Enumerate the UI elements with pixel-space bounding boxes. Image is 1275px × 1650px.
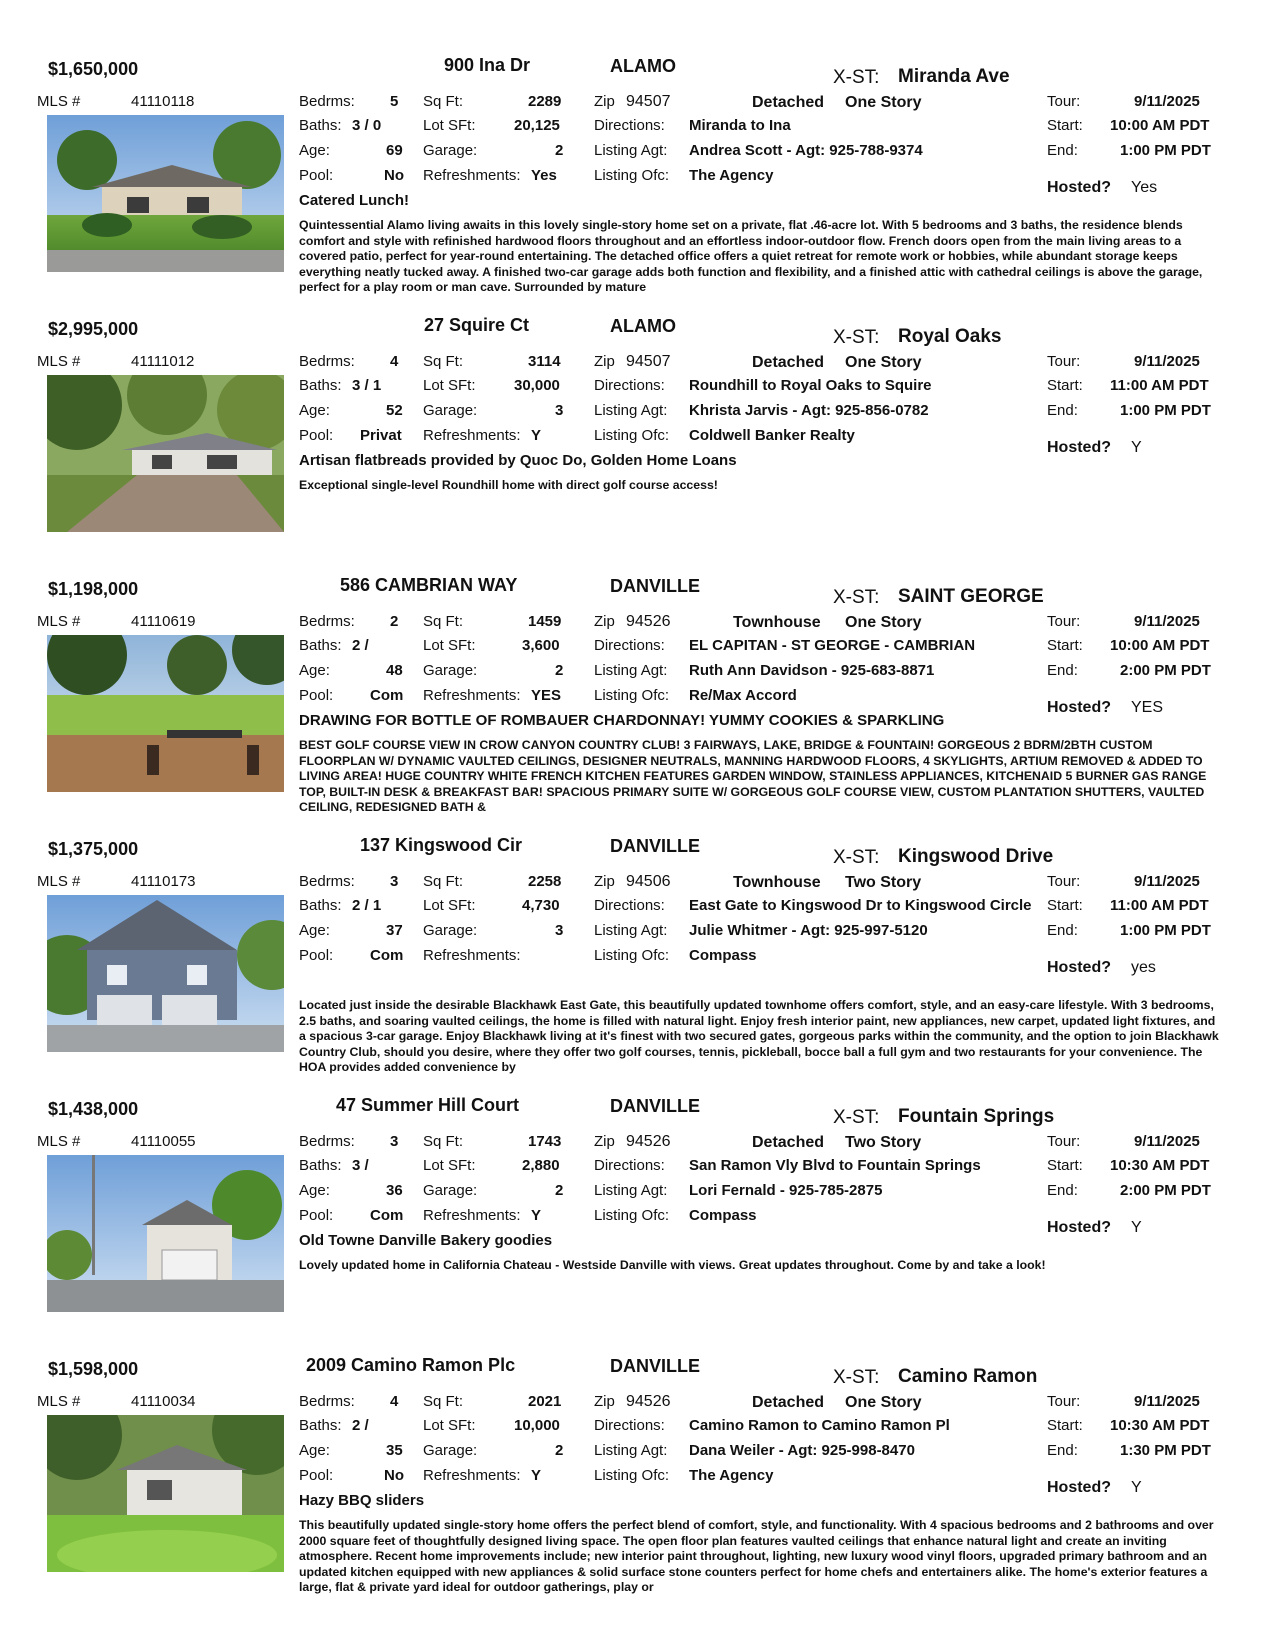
- start-time: 11:00 AM PDT: [1110, 377, 1209, 394]
- mls-number[interactable]: 41110034: [131, 1393, 196, 1410]
- tour-date: 9/11/2025: [1134, 353, 1200, 370]
- refreshments-label: Refreshments:: [423, 1467, 521, 1484]
- mls-label: MLS #: [37, 1133, 81, 1150]
- listing-agent-value: Lori Fernald - 925-785-2875: [689, 1182, 883, 1199]
- cross-street-value: Fountain Springs: [898, 1106, 1055, 1127]
- hosted-value: yes: [1131, 959, 1156, 976]
- listing-agent-label: Listing Agt:: [594, 662, 668, 679]
- lot-size-label: Lot SFt:: [423, 1417, 476, 1434]
- garage-value: 2: [555, 142, 564, 159]
- zip-label: Zip: [594, 873, 615, 890]
- baths-label: Baths:: [299, 897, 342, 914]
- baths-value: 3 / 0: [352, 117, 382, 134]
- start-label: Start:: [1047, 377, 1083, 394]
- property-type: Detached: [752, 1394, 825, 1411]
- pool-label: Pool:: [299, 687, 334, 704]
- garage-label: Garage:: [423, 922, 478, 939]
- age-label: Age:: [299, 142, 330, 159]
- pool-value: Com: [370, 687, 404, 704]
- start-time: 10:00 AM PDT: [1110, 117, 1210, 134]
- refreshments-label: Refreshments:: [423, 1207, 521, 1224]
- directions-label: Directions:: [594, 1417, 665, 1434]
- tour-date: 9/11/2025: [1134, 613, 1200, 630]
- bedrooms-value: 4: [390, 1393, 399, 1410]
- baths-label: Baths:: [299, 117, 342, 134]
- end-label: End:: [1047, 662, 1078, 679]
- mls-label: MLS #: [37, 93, 81, 110]
- cross-street-label: X-ST:: [833, 327, 880, 348]
- lot-size-value: 10,000: [514, 1417, 560, 1434]
- lot-size-value: 3,600: [522, 637, 560, 654]
- listing-agent-value: Julie Whitmer - Agt: 925-997-5120: [689, 922, 928, 939]
- cross-street-value: Kingswood Drive: [898, 846, 1054, 867]
- lot-size-label: Lot SFt:: [423, 377, 476, 394]
- listing-city: ALAMO: [610, 56, 676, 76]
- zip-value: 94507: [626, 353, 671, 370]
- hosted-label: Hosted?: [1047, 179, 1111, 196]
- bedrooms-label: Bedrms:: [299, 1393, 355, 1410]
- refreshments-label: Refreshments:: [423, 687, 521, 704]
- refreshments-label: Refreshments:: [423, 427, 521, 444]
- bedrooms-label: Bedrms:: [299, 353, 355, 370]
- garage-value: 3: [555, 922, 564, 939]
- end-label: End:: [1047, 1442, 1078, 1459]
- baths-label: Baths:: [299, 1157, 342, 1174]
- listing-office-value: The Agency: [689, 1467, 774, 1484]
- cross-street-value: SAINT GEORGE: [898, 586, 1044, 607]
- listing-agent-label: Listing Agt:: [594, 402, 668, 419]
- hosted-value: Y: [1131, 1219, 1142, 1236]
- start-time: 10:30 AM PDT: [1110, 1417, 1210, 1434]
- pool-label: Pool:: [299, 947, 334, 964]
- remark: DRAWING FOR BOTTLE OF ROMBAUER CHARDONNAY! YUMMY COOKIES & SPARKLING: [299, 712, 945, 729]
- listing-price: $2,995,000: [48, 319, 139, 339]
- bedrooms-label: Bedrms:: [299, 93, 355, 110]
- start-time: 10:30 AM PDT: [1110, 1157, 1210, 1174]
- listing-office-label: Listing Ofc:: [594, 1467, 670, 1484]
- listing-office-label: Listing Ofc:: [594, 167, 670, 184]
- listing-office-label: Listing Ofc:: [594, 1207, 670, 1224]
- garage-label: Garage:: [423, 402, 478, 419]
- tour-label: Tour:: [1047, 1133, 1081, 1150]
- age-label: Age:: [299, 1182, 330, 1199]
- age-label: Age:: [299, 922, 330, 939]
- age-value: 37: [386, 922, 403, 939]
- garage-value: 2: [555, 662, 564, 679]
- zip-label: Zip: [594, 93, 615, 110]
- remark: Hazy BBQ sliders: [299, 1492, 425, 1509]
- lot-size-value: 30,000: [514, 377, 560, 394]
- start-label: Start:: [1047, 1417, 1083, 1434]
- bedrooms-value: 3: [390, 1133, 399, 1150]
- bedrooms-value: 5: [390, 93, 399, 110]
- hosted-label: Hosted?: [1047, 1219, 1111, 1236]
- stories: One Story: [845, 614, 922, 631]
- remark: Artisan flatbreads provided by Quoc Do, Golden Home Loans: [299, 452, 737, 469]
- listing-price: $1,198,000: [48, 579, 139, 599]
- property-type: Detached: [752, 94, 825, 111]
- garage-label: Garage:: [423, 662, 478, 679]
- listing-city: DANVILLE: [610, 576, 700, 596]
- pool-value: No: [384, 1467, 404, 1484]
- sqft-value: 2258: [528, 873, 562, 890]
- zip-value: 94507: [626, 93, 671, 110]
- listing-agent-value: Ruth Ann Davidson - 925-683-8871: [689, 662, 935, 679]
- listing-address[interactable]: 900 Ina Dr: [444, 55, 531, 75]
- directions-label: Directions:: [594, 637, 665, 654]
- listing-photo[interactable]: [47, 895, 284, 1052]
- listing-agent-label: Listing Agt:: [594, 142, 668, 159]
- listing-photo[interactable]: [47, 115, 284, 272]
- bedrooms-label: Bedrms:: [299, 1133, 355, 1150]
- listing-description: This beautifully updated single-story home offers the perfect blend of comfort, style, and functionality. With 4 spacious bedrooms and 2 bathrooms and over 2000 square feet of thoughtfully designed living space. The open floor plan features vaulted ceilings that enhance natural light and create an inviting atmosphere. Recent home improvements include; new interior paint throughout, lighting, new luxury wood vinyl floors, upgraded primary bathroom and an updated kitchen equipped with new appliances & solid surface stone counters perfect for home chefs and entertainers alike. The home's exterior features a large, flat & private yard ideal for outdoor gatherings, play or: [299, 1518, 1214, 1595]
- zip-label: Zip: [594, 1133, 615, 1150]
- pool-value: No: [384, 167, 404, 184]
- stories: Two Story: [845, 1134, 922, 1151]
- listing-card: [0, 315, 1275, 563]
- listing-photo[interactable]: [47, 635, 284, 792]
- cross-street-label: X-ST:: [833, 67, 880, 88]
- pool-label: Pool:: [299, 1467, 334, 1484]
- mls-label: MLS #: [37, 613, 81, 630]
- hosted-value: Y: [1131, 1479, 1142, 1496]
- garage-value: 2: [555, 1442, 564, 1459]
- listing-photo[interactable]: [47, 1415, 284, 1572]
- end-label: End:: [1047, 402, 1078, 419]
- directions-value: Miranda to Ina: [689, 117, 791, 134]
- listing-office-value: Coldwell Banker Realty: [689, 427, 855, 444]
- directions-value: East Gate to Kingswood Dr to Kingswood Circle: [689, 897, 1032, 914]
- age-label: Age:: [299, 1442, 330, 1459]
- bedrooms-value: 3: [390, 873, 399, 890]
- end-label: End:: [1047, 142, 1078, 159]
- tour-label: Tour:: [1047, 353, 1081, 370]
- stories: Two Story: [845, 874, 922, 891]
- bedrooms-label: Bedrms:: [299, 873, 355, 890]
- hosted-value: Yes: [1131, 179, 1158, 196]
- sqft-value: 2289: [528, 93, 562, 110]
- tour-date: 9/11/2025: [1134, 1133, 1200, 1150]
- sqft-label: Sq Ft:: [423, 1393, 464, 1410]
- listing-photo[interactable]: [47, 1155, 284, 1312]
- zip-label: Zip: [594, 613, 615, 630]
- listing-price: $1,598,000: [48, 1359, 139, 1379]
- pool-label: Pool:: [299, 427, 334, 444]
- cross-street-label: X-ST:: [833, 847, 880, 868]
- listing-office-label: Listing Ofc:: [594, 687, 670, 704]
- lot-size-label: Lot SFt:: [423, 1157, 476, 1174]
- listing-address[interactable]: 586 CAMBRIAN WAY: [340, 575, 518, 595]
- zip-value: 94506: [626, 873, 671, 890]
- start-label: Start:: [1047, 1157, 1083, 1174]
- listing-description: Located just inside the desirable Blackhawk East Gate, this beautifully updated townhome offers comfort, style, and an easy-care lifestyle. With 3 bedrooms, 2.5 baths, and soaring vaulted ceilings, the home is filled with natural light. Enjoy fresh interior paint, new appliances, new carpet, updated light fixtures, and a spacious 3-car garage. Enjoy Blackhawk living at it's finest with two secured gates, gorgeous parks within the community, and the option to join Blackhawk Country Club, should you desire, where they offer two golf courses, tennis, pickleball, bocce ball a full gym and two restaurants for your convenience. The HOA provides added convenience by: [299, 998, 1219, 1075]
- lot-size-label: Lot SFt:: [423, 897, 476, 914]
- sqft-label: Sq Ft:: [423, 613, 464, 630]
- start-time: 11:00 AM PDT: [1110, 897, 1209, 914]
- age-value: 36: [386, 1182, 403, 1199]
- listing-card: [0, 575, 1275, 823]
- listing-office-label: Listing Ofc:: [594, 427, 670, 444]
- cross-street-value: Camino Ramon: [898, 1366, 1038, 1387]
- mls-number[interactable]: 41110619: [131, 613, 196, 630]
- sqft-label: Sq Ft:: [423, 93, 464, 110]
- lot-size-value: 2,880: [522, 1157, 560, 1174]
- end-time: 1:00 PM PDT: [1120, 922, 1211, 939]
- age-value: 69: [386, 142, 403, 159]
- age-label: Age:: [299, 402, 330, 419]
- garage-value: 3: [555, 402, 564, 419]
- refreshments-value: Y: [531, 427, 542, 444]
- pool-label: Pool:: [299, 167, 334, 184]
- listing-city: ALAMO: [610, 316, 676, 336]
- listing-office-value: Re/Max Accord: [689, 687, 797, 704]
- hosted-label: Hosted?: [1047, 959, 1111, 976]
- baths-label: Baths:: [299, 1417, 342, 1434]
- listing-agent-value: Andrea Scott - Agt: 925-788-9374: [689, 142, 923, 159]
- pool-value: Com: [370, 947, 404, 964]
- tour-label: Tour:: [1047, 1393, 1081, 1410]
- listing-price: $1,375,000: [48, 839, 139, 859]
- property-type: Townhouse: [733, 614, 821, 631]
- hosted-value: Y: [1131, 439, 1142, 456]
- baths-value: 2 /: [352, 1417, 369, 1434]
- mls-label: MLS #: [37, 353, 81, 370]
- end-time: 2:00 PM PDT: [1120, 1182, 1211, 1199]
- stories: One Story: [845, 94, 922, 111]
- listing-agent-label: Listing Agt:: [594, 922, 668, 939]
- pool-value: Com: [370, 1207, 404, 1224]
- garage-value: 2: [555, 1182, 564, 1199]
- start-label: Start:: [1047, 897, 1083, 914]
- pool-label: Pool:: [299, 1207, 334, 1224]
- listing-card: [0, 55, 1275, 303]
- zip-label: Zip: [594, 1393, 615, 1410]
- listing-description: Exceptional single-level Roundhill home with direct golf course access!: [299, 478, 718, 492]
- listing-city: DANVILLE: [610, 836, 700, 856]
- tour-label: Tour:: [1047, 873, 1081, 890]
- sqft-value: 3114: [528, 353, 561, 370]
- directions-label: Directions:: [594, 117, 665, 134]
- cross-street-value: Miranda Ave: [898, 66, 1010, 87]
- start-label: Start:: [1047, 117, 1083, 134]
- refreshments-label: Refreshments:: [423, 167, 521, 184]
- sqft-label: Sq Ft:: [423, 873, 464, 890]
- baths-label: Baths:: [299, 377, 342, 394]
- listing-photo[interactable]: [47, 375, 284, 532]
- tour-date: 9/11/2025: [1134, 93, 1200, 110]
- cross-street-label: X-ST:: [833, 1107, 880, 1128]
- mls-number[interactable]: 41111012: [131, 353, 195, 370]
- listing-card: [0, 1095, 1275, 1343]
- directions-value: Roundhill to Royal Oaks to Squire: [689, 377, 932, 394]
- refreshments-value: YES: [531, 687, 562, 704]
- directions-label: Directions:: [594, 377, 665, 394]
- age-label: Age:: [299, 662, 330, 679]
- lot-size-value: 20,125: [514, 117, 560, 134]
- listing-address[interactable]: 2009 Camino Ramon Plc: [306, 1355, 516, 1375]
- mls-number[interactable]: 41110055: [131, 1133, 196, 1150]
- remark: Catered Lunch!: [299, 192, 410, 209]
- start-time: 10:00 AM PDT: [1110, 637, 1210, 654]
- end-time: 1:00 PM PDT: [1120, 402, 1211, 419]
- mls-label: MLS #: [37, 1393, 81, 1410]
- start-label: Start:: [1047, 637, 1083, 654]
- listing-address[interactable]: 137 Kingswood Cir: [360, 835, 523, 855]
- age-value: 52: [386, 402, 403, 419]
- cross-street-label: X-ST:: [833, 1367, 880, 1388]
- zip-value: 94526: [626, 613, 671, 630]
- pool-value: Privat: [360, 427, 402, 444]
- listing-office-value: The Agency: [689, 167, 774, 184]
- sqft-value: 1743: [528, 1133, 562, 1150]
- listing-card: [0, 835, 1275, 1083]
- age-value: 48: [386, 662, 403, 679]
- end-time: 1:30 PM PDT: [1120, 1442, 1211, 1459]
- tour-date: 9/11/2025: [1134, 873, 1200, 890]
- refreshments-label: Refreshments:: [423, 947, 521, 964]
- sqft-value: 2021: [528, 1393, 562, 1410]
- end-time: 2:00 PM PDT: [1120, 662, 1211, 679]
- stories: One Story: [845, 1394, 922, 1411]
- hosted-label: Hosted?: [1047, 439, 1111, 456]
- cross-street-label: X-ST:: [833, 587, 880, 608]
- listing-office-label: Listing Ofc:: [594, 947, 670, 964]
- mls-number[interactable]: 41110173: [131, 873, 196, 890]
- lot-size-label: Lot SFt:: [423, 117, 476, 134]
- baths-value: 3 /: [352, 1157, 369, 1174]
- lot-size-label: Lot SFt:: [423, 637, 476, 654]
- sqft-value: 1459: [528, 613, 562, 630]
- refreshments-value: Y: [531, 1467, 542, 1484]
- hosted-label: Hosted?: [1047, 699, 1111, 716]
- remark: Old Towne Danville Bakery goodies: [299, 1232, 553, 1249]
- hosted-value: YES: [1131, 699, 1164, 716]
- baths-value: 3 / 1: [352, 377, 382, 394]
- mls-number[interactable]: 41110118: [131, 93, 195, 110]
- listing-agent-value: Khrista Jarvis - Agt: 925-856-0782: [689, 402, 929, 419]
- listing-agent-label: Listing Agt:: [594, 1442, 668, 1459]
- listing-agent-value: Dana Weiler - Agt: 925-998-8470: [689, 1442, 915, 1459]
- listing-address[interactable]: 47 Summer Hill Court: [336, 1095, 520, 1115]
- directions-value: San Ramon Vly Blvd to Fountain Springs: [689, 1157, 981, 1174]
- garage-label: Garage:: [423, 142, 478, 159]
- listing-description: Lovely updated home in California Chateau - Westside Danville with views. Great updates throughout. Come by and take a look!: [299, 1258, 1046, 1272]
- end-time: 1:00 PM PDT: [1120, 142, 1211, 159]
- sqft-label: Sq Ft:: [423, 1133, 464, 1150]
- sqft-label: Sq Ft:: [423, 353, 464, 370]
- hosted-label: Hosted?: [1047, 1479, 1111, 1496]
- mls-label: MLS #: [37, 873, 81, 890]
- listing-city: DANVILLE: [610, 1096, 700, 1116]
- listing-agent-label: Listing Agt:: [594, 1182, 668, 1199]
- directions-label: Directions:: [594, 1157, 665, 1174]
- end-label: End:: [1047, 922, 1078, 939]
- listing-price: $1,650,000: [48, 59, 139, 79]
- bedrooms-value: 2: [390, 613, 399, 630]
- tour-label: Tour:: [1047, 613, 1081, 630]
- tour-date: 9/11/2025: [1134, 1393, 1200, 1410]
- directions-label: Directions:: [594, 897, 665, 914]
- stories: One Story: [845, 354, 922, 371]
- refreshments-value: Y: [531, 1207, 542, 1224]
- bedrooms-value: 4: [390, 353, 399, 370]
- end-label: End:: [1047, 1182, 1078, 1199]
- listing-card: [0, 1355, 1275, 1603]
- baths-value: 2 /: [352, 637, 369, 654]
- bedrooms-label: Bedrms:: [299, 613, 355, 630]
- zip-value: 94526: [626, 1393, 671, 1410]
- lot-size-value: 4,730: [522, 897, 560, 914]
- property-type: Detached: [752, 1134, 825, 1151]
- baths-label: Baths:: [299, 637, 342, 654]
- cross-street-value: Royal Oaks: [898, 326, 1002, 347]
- zip-value: 94526: [626, 1133, 671, 1150]
- listing-address[interactable]: 27 Squire Ct: [424, 315, 530, 335]
- listing-office-value: Compass: [689, 947, 757, 964]
- garage-label: Garage:: [423, 1442, 478, 1459]
- refreshments-value: Yes: [531, 167, 557, 184]
- tour-label: Tour:: [1047, 93, 1081, 110]
- listing-office-value: Compass: [689, 1207, 757, 1224]
- directions-value: Camino Ramon to Camino Ramon Pl: [689, 1417, 950, 1434]
- listing-city: DANVILLE: [610, 1356, 700, 1376]
- zip-label: Zip: [594, 353, 615, 370]
- property-type: Townhouse: [733, 874, 821, 891]
- age-value: 35: [386, 1442, 403, 1459]
- listing-description: Quintessential Alamo living awaits in this lovely single-story home set on a private, flat .46-acre lot. With 5 bedrooms and 3 baths, the residence blends comfort and style with refinished hardwood floors throughout and an effortless indoor-outdoor flow. French doors open from the main living areas to a covered patio, perfect for year-round entertaining. The detached office offers a quiet retreat for remote work or hobbies, while abundant storage keeps everything neatly tucked away. A finished two-car garage adds both function and flexibility, and a finished attic with cathedral ceilings is above the garage, perfect for a play room or man cave. Surrounded by mature: [299, 218, 1203, 295]
- property-type: Detached: [752, 354, 825, 371]
- listing-price: $1,438,000: [48, 1099, 139, 1119]
- listing-description: BEST GOLF COURSE VIEW IN CROW CANYON COUNTRY CLUB! 3 FAIRWAYS, LAKE, BRIDGE & FOUNTAIN! GORGEOUS 2 BDRM/2BTH CUSTOM FLOORPLAN W/ DYNAMIC VAULTED CEILINGS, DESIGNER NEUTRALS, MANNING HARDWOOD FLOORS, 4 SKYLIGHTS, ARTIUM REMOVED & ADDED TO LIVING AREA! HUGE COUNTRY WHITE FRENCH KITCHEN FEATURES GARDEN WINDOW, STAINLESS APPLIANCES, KITCHENAID 5 BURNER GAS RANGE TOP, BUILT-IN DESK & BREAKFAST BAR! SPACIOUS PRIMARY SUITE W/ GORGEOUS GOLF COURSE VIEW, CUSTOM PLANTATION SHUTTERS, VAULTED CEILING, REDESIGNED BATH &: [299, 738, 1207, 815]
- directions-value: EL CAPITAN - ST GEORGE - CAMBRIAN: [689, 637, 976, 654]
- garage-label: Garage:: [423, 1182, 478, 1199]
- baths-value: 2 / 1: [352, 897, 382, 914]
